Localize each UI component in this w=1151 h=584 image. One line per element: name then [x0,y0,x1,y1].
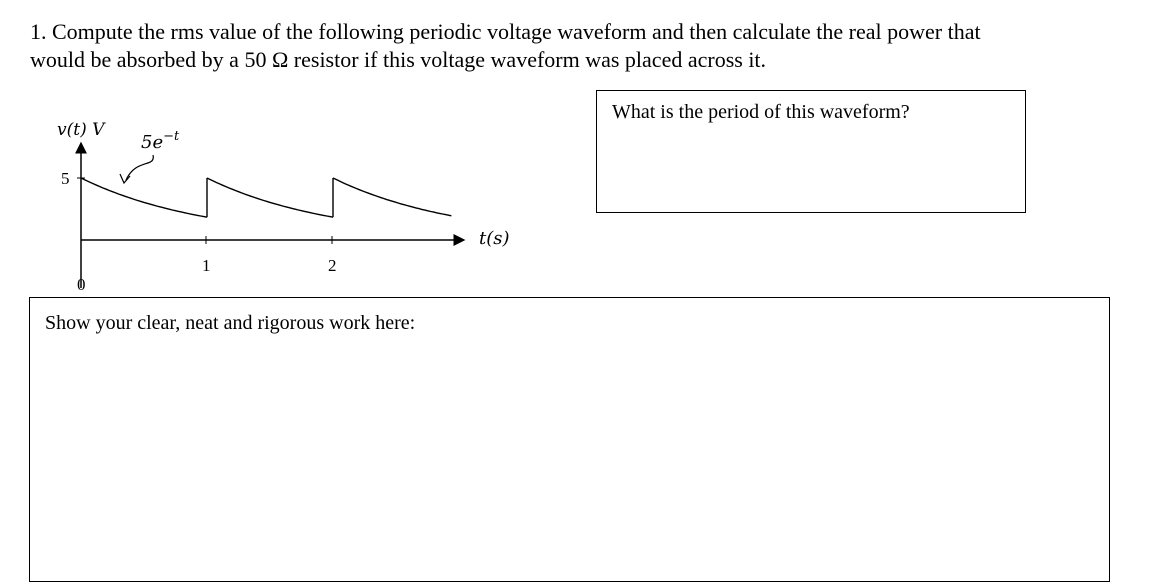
y-axis-label: v(t) V [57,120,105,140]
waveform-plot [40,110,540,294]
period-question: What is the period of this waveform? [612,101,910,123]
x-axis-label: t(s) [479,228,510,249]
waveform-segment-2 [333,178,451,216]
x-tick-label-2: 2 [328,256,337,275]
curve-annotation-base: 5e [141,132,164,153]
curve-annotation-exponent: −t [163,129,180,144]
y-tick-label-5: 5 [61,169,70,188]
period-answer-box[interactable] [596,90,1026,213]
waveform-curve [81,178,451,217]
question-line-2: would be absorbed by a 50 Ω resistor if this voltage waveform was placed across it. [30,47,767,72]
curve-annotation [141,129,180,153]
question-line-1: 1. Compute the rms value of the following periodic voltage waveform and then calculate the real power that [30,19,981,44]
x-tick-label-0: 0 [77,275,86,294]
waveform-figure [40,110,540,294]
work-prompt: Show your clear, neat and rigorous work here: [45,312,416,334]
work-area-box[interactable] [29,297,1110,582]
question-text [30,18,1130,74]
waveform-segment-0 [81,178,207,217]
waveform-segment-1 [207,178,333,217]
x-tick-label-1: 1 [202,256,211,275]
